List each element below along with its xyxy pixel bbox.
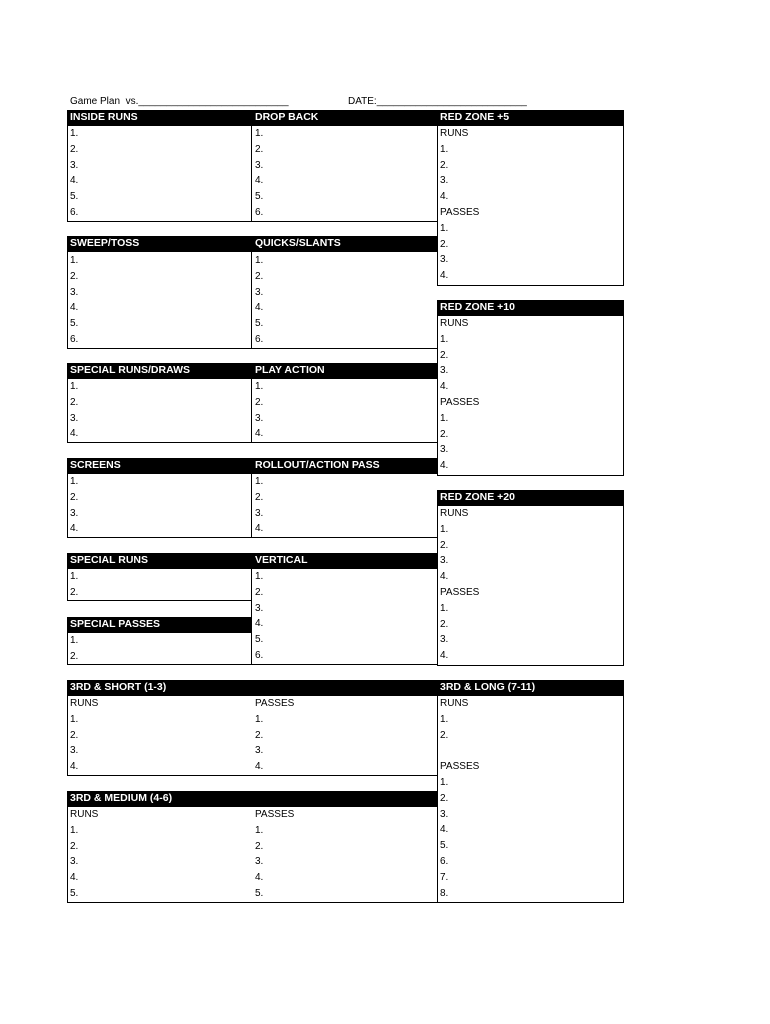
third_medium-pass-line[interactable]: 2. — [255, 840, 264, 852]
red-zone-5-line[interactable]: PASSES — [440, 207, 480, 218]
left-border-bottom — [67, 617, 68, 665]
screens-line[interactable]: 3. — [70, 507, 79, 519]
red-zone-20-line[interactable]: RUNS — [440, 508, 469, 519]
bottom-border — [67, 348, 437, 349]
third-long-block — [437, 680, 624, 903]
third-long-line[interactable]: 8. — [440, 887, 449, 899]
red-zone-5-line[interactable]: 1. — [440, 143, 449, 155]
quicks-slants-line[interactable]: 3. — [255, 286, 264, 298]
third-long-line[interactable]: RUNS — [440, 698, 469, 709]
bottom-border — [67, 221, 437, 222]
third_medium-run-line[interactable]: 3. — [70, 856, 79, 868]
quicks-slants-title: QUICKS/SLANTS — [255, 237, 341, 249]
vertical-line[interactable]: 1. — [255, 571, 264, 582]
special-runs-draws-line[interactable]: 3. — [70, 412, 79, 424]
special-runs-draws-line[interactable]: 1. — [70, 381, 79, 392]
section-header-bar — [437, 300, 624, 316]
special-runs-title: SPECIAL RUNS — [70, 554, 148, 566]
quicks-slants-line[interactable]: 1. — [255, 255, 264, 266]
third_medium-run-line[interactable]: 1. — [70, 824, 79, 836]
right-border — [623, 490, 624, 666]
red-zone-5-line[interactable]: 2. — [440, 238, 449, 250]
red-zone-20-line[interactable]: 3. — [440, 555, 449, 567]
third_short-run-line[interactable]: 1. — [70, 713, 79, 725]
middle-divider — [251, 474, 252, 538]
special-passes-line[interactable]: 1. — [70, 635, 79, 646]
left-border — [437, 300, 438, 476]
red-zone-5-line[interactable]: RUNS — [440, 128, 469, 139]
red-zone-20-line[interactable]: 1. — [440, 602, 449, 614]
third-medium-title: 3RD & MEDIUM (4-6) — [70, 792, 173, 804]
third_short-pass-line[interactable]: 1. — [255, 713, 264, 725]
bottom-border — [67, 775, 437, 776]
inside-runs-line[interactable]: 2. — [70, 143, 79, 155]
red-zone-20-line[interactable]: 4. — [440, 650, 449, 662]
third-long-line[interactable]: 4. — [440, 824, 449, 836]
special-runs-line[interactable]: 2. — [70, 586, 79, 598]
rollout-line[interactable]: 3. — [255, 507, 264, 519]
red-zone-20-line[interactable]: 1. — [440, 523, 449, 535]
drop-back-line[interactable]: 5. — [255, 191, 264, 203]
screens-line[interactable]: 2. — [70, 491, 79, 503]
red-zone-20-line[interactable]: 3. — [440, 634, 449, 646]
drop-back-line[interactable]: 3. — [255, 159, 264, 171]
inside-runs-drop-back-block — [67, 110, 437, 222]
drop-back-line[interactable]: 6. — [255, 207, 264, 218]
left-border — [437, 490, 438, 666]
third_medium-pass-line[interactable]: 1. — [255, 824, 264, 836]
section-header-bar — [67, 363, 437, 379]
third_short-pass-line[interactable]: 3. — [255, 745, 264, 757]
inside-runs-line[interactable]: 3. — [70, 159, 79, 171]
red-zone-20-line[interactable]: 4. — [440, 571, 449, 583]
third_medium-runs-label: RUNS — [70, 809, 99, 820]
quicks-slants-line[interactable]: 5. — [255, 318, 264, 330]
left-border — [67, 791, 68, 903]
drop-back-line[interactable]: 4. — [255, 175, 264, 187]
vertical-line[interactable]: 6. — [255, 650, 264, 661]
section-header-bar — [67, 553, 437, 569]
bottom-border — [437, 285, 624, 286]
drop-back-line[interactable]: 1. — [255, 128, 264, 139]
third-long-line[interactable]: 6. — [440, 856, 449, 867]
red-zone-5-line[interactable]: 1. — [440, 222, 449, 234]
left-border — [67, 458, 68, 538]
screens-line[interactable]: 4. — [70, 523, 79, 535]
sweep-toss-line[interactable]: 5. — [70, 318, 79, 330]
third_short-run-line[interactable]: 4. — [70, 761, 79, 773]
third_medium-run-line[interactable]: 2. — [70, 840, 79, 852]
red-zone-5-title: RED ZONE +5 — [440, 111, 510, 123]
section-header-bar — [437, 110, 624, 126]
red-zone-10-line[interactable]: 1. — [440, 412, 449, 424]
bottom-border — [437, 475, 624, 476]
drop-back-title: DROP BACK — [255, 111, 319, 123]
section-header-bar — [67, 791, 437, 807]
middle-divider — [251, 379, 252, 443]
drop-back-line[interactable]: 2. — [255, 143, 264, 155]
third_medium-pass-line[interactable]: 5. — [255, 888, 264, 899]
red-zone-10-line[interactable]: 2. — [440, 428, 449, 440]
vertical-line[interactable]: 5. — [255, 634, 264, 646]
sweep-quicks-block — [67, 236, 437, 349]
inside-runs-line[interactable]: 5. — [70, 191, 79, 203]
third-short-title: 3RD & SHORT (1-3) — [70, 681, 167, 693]
third-long-line[interactable]: PASSES — [440, 761, 480, 773]
special-passes-title: SPECIAL PASSES — [70, 618, 161, 630]
third-short-block — [67, 680, 437, 776]
third_medium-passes-label: PASSES — [255, 809, 295, 820]
third_short-runs-label: RUNS — [70, 698, 99, 709]
bottom-border — [67, 664, 437, 665]
third-long-line[interactable]: 1. — [440, 713, 449, 725]
third_short-pass-line[interactable]: 2. — [255, 729, 264, 741]
third_medium-run-line[interactable]: 4. — [70, 872, 79, 884]
third-medium-block — [67, 791, 437, 903]
third_medium-pass-line[interactable]: 3. — [255, 856, 264, 868]
red-zone-5-line[interactable]: 2. — [440, 159, 449, 171]
red-zone-10-line[interactable]: RUNS — [440, 318, 469, 329]
middle-divider — [251, 569, 252, 665]
section-header-bar — [67, 110, 437, 126]
quicks-slants-line[interactable]: 4. — [255, 302, 264, 314]
section-header-bar — [437, 490, 624, 506]
left-border — [67, 363, 68, 443]
inside-runs-line[interactable]: 1. — [70, 128, 79, 139]
red-zone-10-line[interactable]: 4. — [440, 381, 449, 393]
special-runs-draws-line[interactable]: 4. — [70, 428, 79, 440]
red-zone-10-title: RED ZONE +10 — [440, 301, 515, 313]
third_medium-run-line[interactable]: 5. — [70, 888, 79, 899]
bottom-border — [437, 665, 624, 666]
right-border — [623, 110, 624, 286]
middle-divider — [251, 252, 252, 349]
bottom-border — [67, 902, 437, 903]
middle-divider — [251, 126, 252, 222]
red-zone-20-line[interactable]: 2. — [440, 539, 449, 551]
special-runs-bottom — [67, 600, 251, 601]
date-field[interactable]: DATE:___________________________ — [348, 96, 527, 107]
third-long-line[interactable]: 3. — [440, 808, 449, 820]
left-border-top — [67, 553, 68, 601]
third-long-line[interactable]: 5. — [440, 840, 449, 852]
section-header-bar — [67, 680, 437, 696]
screens-rollout-block — [67, 458, 437, 538]
red-zone-20-line[interactable]: 2. — [440, 618, 449, 630]
red-zone-20-block — [437, 490, 624, 666]
sweep-toss-line[interactable]: 6. — [70, 334, 79, 345]
third_medium-pass-line[interactable]: 4. — [255, 872, 264, 884]
special-passes-header-bar — [67, 617, 251, 633]
red-zone-10-block — [437, 300, 624, 476]
third-long-line[interactable]: 2. — [440, 792, 449, 804]
bottom-border — [67, 442, 437, 443]
sweep-toss-title: SWEEP/TOSS — [70, 237, 140, 249]
play-action-line[interactable]: 4. — [255, 428, 264, 440]
left-border — [437, 680, 438, 903]
inside-runs-line[interactable]: 4. — [70, 175, 79, 187]
inside-runs-title: INSIDE RUNS — [70, 111, 138, 123]
vertical-line[interactable]: 4. — [255, 618, 264, 630]
red-zone-10-line[interactable]: 2. — [440, 349, 449, 361]
red-zone-10-line[interactable]: 1. — [440, 333, 449, 345]
rollout-line[interactable]: 2. — [255, 491, 264, 503]
sweep-toss-line[interactable]: 1. — [70, 255, 79, 266]
special-passes-line[interactable]: 2. — [70, 650, 79, 662]
play-action-line[interactable]: 1. — [255, 381, 264, 392]
rollout-line[interactable]: 1. — [255, 476, 264, 487]
play-action-line[interactable]: 3. — [255, 412, 264, 424]
red-zone-5-line[interactable]: 3. — [440, 254, 449, 266]
red-zone-10-line[interactable]: 3. — [440, 444, 449, 456]
red-zone-10-line[interactable]: 4. — [440, 460, 449, 472]
play-action-title: PLAY ACTION — [255, 364, 325, 376]
special-runs-line[interactable]: 1. — [70, 571, 79, 582]
red-zone-5-block — [437, 110, 624, 286]
game-plan-opponent-field[interactable]: Game Plan vs.___________________________ — [70, 96, 289, 107]
screens-title: SCREENS — [70, 459, 121, 471]
right-border — [623, 300, 624, 476]
red-zone-20-title: RED ZONE +20 — [440, 491, 515, 503]
third_short-run-line[interactable]: 2. — [70, 729, 79, 741]
special-vertical-block — [67, 553, 437, 665]
section-header-bar — [67, 458, 437, 474]
left-border — [437, 110, 438, 286]
special-draws-play-action-block — [67, 363, 437, 443]
vertical-line[interactable]: 3. — [255, 602, 264, 614]
red-zone-10-line[interactable]: PASSES — [440, 397, 480, 408]
third-long-line[interactable]: 7. — [440, 871, 449, 883]
third-long-title: 3RD & LONG (7-11) — [440, 681, 536, 693]
third_short-pass-line[interactable]: 4. — [255, 761, 264, 773]
left-border — [67, 110, 68, 222]
right-border — [623, 680, 624, 903]
red-zone-5-line[interactable]: 4. — [440, 191, 449, 203]
bottom-border — [67, 537, 437, 538]
left-border — [67, 680, 68, 776]
bottom-border — [437, 902, 624, 903]
section-header-bar — [437, 680, 624, 696]
third_short-passes-label: PASSES — [255, 698, 295, 709]
sweep-toss-line[interactable]: 4. — [70, 302, 79, 314]
red-zone-5-line[interactable]: 4. — [440, 270, 449, 282]
vertical-line[interactable]: 2. — [255, 586, 264, 598]
screens-line[interactable]: 1. — [70, 476, 79, 487]
special-runs-draws-line[interactable]: 2. — [70, 396, 79, 408]
third-long-line[interactable]: 2. — [440, 729, 449, 741]
inside-runs-line[interactable]: 6. — [70, 207, 79, 218]
quicks-slants-line[interactable]: 2. — [255, 270, 264, 282]
special-runs-draws-title: SPECIAL RUNS/DRAWS — [70, 364, 190, 376]
red-zone-10-line[interactable]: 3. — [440, 365, 449, 377]
third_short-run-line[interactable]: 3. — [70, 745, 79, 757]
quicks-slants-line[interactable]: 6. — [255, 334, 264, 345]
vertical-title: VERTICAL — [255, 554, 308, 566]
third-long-line[interactable]: 1. — [440, 777, 449, 788]
rollout-line[interactable]: 4. — [255, 523, 264, 535]
red-zone-5-line[interactable]: 3. — [440, 175, 449, 187]
red-zone-20-line[interactable]: PASSES — [440, 587, 480, 598]
sweep-toss-line[interactable]: 2. — [70, 270, 79, 282]
section-header-bar — [67, 236, 437, 252]
rollout-title: ROLLOUT/ACTION PASS — [255, 459, 380, 471]
play-action-line[interactable]: 2. — [255, 396, 264, 408]
left-border — [67, 236, 68, 349]
sweep-toss-line[interactable]: 3. — [70, 286, 79, 298]
